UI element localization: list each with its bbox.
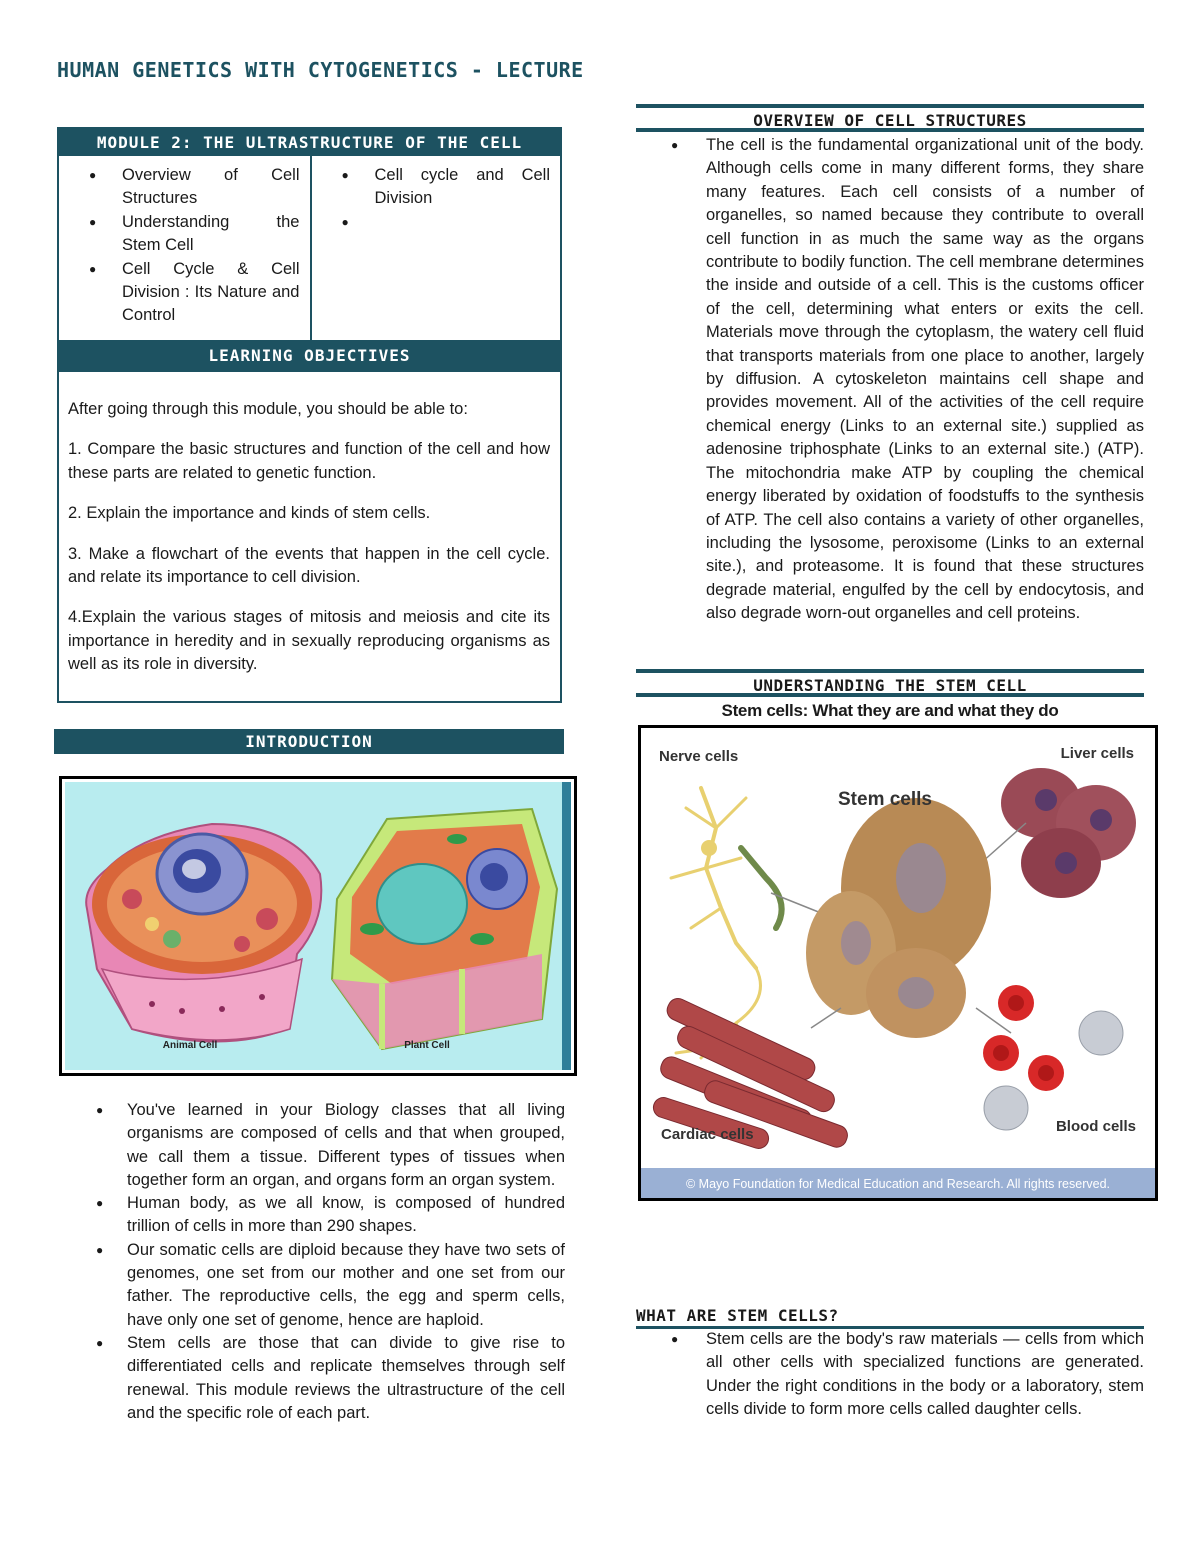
list-item: ● You've learned in your Biology classes that all living organisms are composed of cells and that when grouped, we call them a tissue. Different types of tissues when together form an organ, and organs form an organ system. <box>72 1099 565 1192</box>
stem-cells-figure <box>638 725 1158 1201</box>
list-item: ● The cell is the fundamental organizational unit of the body. Although cells come in many different forms, they share many features. Each cell consists of a number of organelles, so named because they contribute to overall cell function in as much the same way as the organs contribute to bodily function. The cell membrane determines the inside and outside of a cell. This is the customs officer of the cell, determining what enters or exits the cell. Materials move through the cytoplasm, the watery cell fluid that transports materials from one place to another, largely by diffusion. A cytoskeleton maintains cell shape and provides movement. All of the activities of the cell require chemical energy (Links to an external site.) supplied as adenosine triphosphate (Links to an external site.) (ATP). The mitochondria make ATP by coupling the chemical energy liberated by oxidation of foodstuffs to the synthesis of ATP. The cell also contains a variety of other organelles, including the lysosome, peroxisome (Links to an external site.), and proteasome. It is found that these structures degrade material, engulfed by the cell by endocytosis, and also degrade worn-out organelles and cell proteins. <box>636 134 1144 626</box>
topics-right-column <box>310 156 561 340</box>
cell-diagram-illustration <box>62 779 574 1073</box>
introduction-heading: INTRODUCTION <box>54 729 564 754</box>
topics-left-column <box>59 156 310 340</box>
liver-cells-label: Liver cells <box>1060 745 1134 762</box>
stem-section-header <box>636 669 1144 697</box>
objectives-body <box>59 372 560 677</box>
objective-item: 1. Compare the basic structures and function of the cell and how these parts are related to genetic function. <box>68 440 550 482</box>
stem-cells-illustration <box>641 728 1155 1198</box>
overview-list <box>636 134 1144 626</box>
empty-list-item <box>320 211 551 234</box>
list-item: ● Stem cells are those that can divide to give rise to differentiated cells and replicate themselves through self renewal. This module reviews the ultrastructure of the cell and the specific role of each part. <box>72 1332 565 1425</box>
overview-heading: OVERVIEW OF CELL STRUCTURES <box>753 111 1027 130</box>
animal-cell-label: Animal Cell <box>162 1040 218 1051</box>
stem-cells-label: Stem cells <box>838 789 932 810</box>
animal-plant-cell-figure <box>59 776 577 1076</box>
blood-cells-label: Blood cells <box>1055 1118 1136 1135</box>
list-item: ● Understanding the Stem Cell <box>67 211 300 258</box>
figure-credit: © Mayo Foundation for Medical Education and Research. All rights reserved. <box>685 1177 1111 1191</box>
list-item: ● Cell cycle and Cell Division <box>320 164 551 211</box>
document-title: HUMAN GENETICS WITH CYTOGENETICS - LECTURE <box>57 58 584 82</box>
stem-subtitle: Stem cells: What they are and what they do <box>721 701 1059 720</box>
what-are-stem-cells-list <box>636 1328 1144 1422</box>
module-topics <box>59 156 560 342</box>
list-item: ● Our somatic cells are diploid because they have two sets of genomes, one set from our mother and one set from our father. The reproductive cells, the egg and sperm cells, have only one set of genome, hence are haploid. <box>72 1239 565 1332</box>
list-item: ● Cell Cycle & Cell Division : Its Nature and Control <box>67 258 300 328</box>
objective-item: 2. Explain the importance and kinds of stem cells. <box>68 504 431 523</box>
list-item: ● Human body, as we all know, is composed of hundred trillion of cells in more than 290 shapes. <box>72 1192 565 1239</box>
stem-heading: UNDERSTANDING THE STEM CELL <box>753 676 1027 695</box>
cardiac-cells-label: Cardiac cells <box>661 1126 754 1143</box>
module-box <box>57 127 562 703</box>
introduction-list <box>72 1099 565 1425</box>
what-are-stem-cells-heading: WHAT ARE STEM CELLS? <box>636 1306 1144 1329</box>
animal-cell-illustration <box>86 824 321 1042</box>
objective-item: 3. Make a flowchart of the events that happen in the cell cycle. and relate its importance to cell division. <box>68 544 550 587</box>
list-item: ● Overview of Cell Structures <box>67 164 300 211</box>
objectives-intro: After going through this module, you should be able to: <box>68 400 468 418</box>
overview-section-header <box>636 104 1144 132</box>
list-item: ● Stem cells are the body's raw materials — cells from which all other cells with specialized functions are generated. Under the right conditions in the body or a laboratory, stem cells divide to form more cells called daughter cells. <box>636 1328 1144 1422</box>
objectives-heading: LEARNING OBJECTIVES <box>59 342 560 372</box>
objective-item: 4.Explain the various stages of mitosis and meiosis and cite its importance in heredity and in sexually reproducing organisms as well as its role in diversity. <box>68 608 550 674</box>
plant-cell-label: Plant Cell <box>404 1040 450 1051</box>
module-title: MODULE 2: THE ULTRASTRUCTURE OF THE CELL <box>59 129 560 156</box>
nerve-cells-label: Nerve cells <box>659 748 739 765</box>
